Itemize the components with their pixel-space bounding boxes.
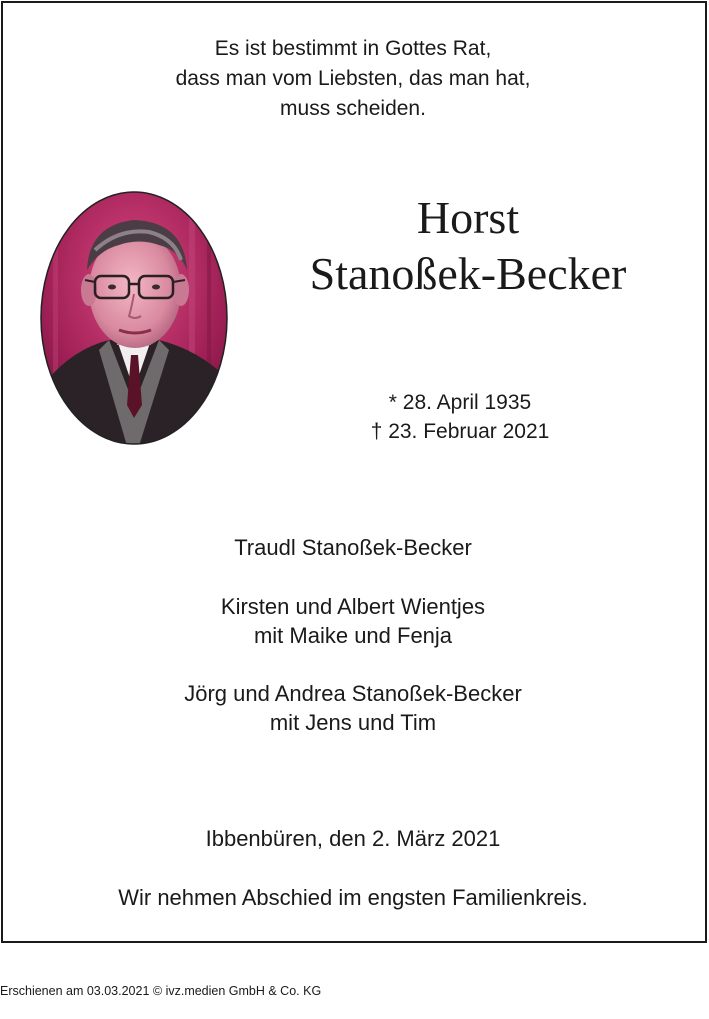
memorial-verse [0, 34, 706, 124]
publication-footer: Erschienen am 03.03.2021 © ivz.medien GmbH & Co. KG [0, 984, 322, 998]
verse-line: dass man vom Liebsten, das man hat, [175, 67, 531, 90]
death-date: † 23. Februar 2021 [370, 420, 550, 443]
mourner-line: mit Jens und Tim [269, 710, 437, 735]
mourner-line: Kirsten und Albert Wientjes [220, 594, 486, 619]
verse-line: muss scheiden. [280, 97, 426, 120]
mourner-line: Jörg und Andrea Stanoßek-Becker [184, 681, 522, 706]
life-dates [340, 388, 580, 446]
place-and-date: Ibbenbüren, den 2. März 2021 [205, 826, 501, 851]
mourner-line: Traudl Stanoßek-Becker [234, 535, 472, 560]
mourner-group [0, 679, 706, 737]
verse-line: Es ist bestimmt in Gottes Rat, [214, 37, 492, 60]
obituary-frame [1, 1, 707, 943]
mourner-line: mit Maike und Fenja [253, 623, 453, 648]
mourner-group [0, 592, 706, 650]
last-name: Stanoßek-Becker [309, 248, 627, 299]
farewell-note: Wir nehmen Abschied im engsten Familienkreis. [118, 885, 588, 910]
deceased-name [262, 190, 674, 302]
first-name: Horst [416, 192, 520, 243]
portrait-photo [39, 190, 229, 446]
birth-date: * 28. April 1935 [388, 391, 532, 414]
mourner-group [0, 533, 706, 562]
